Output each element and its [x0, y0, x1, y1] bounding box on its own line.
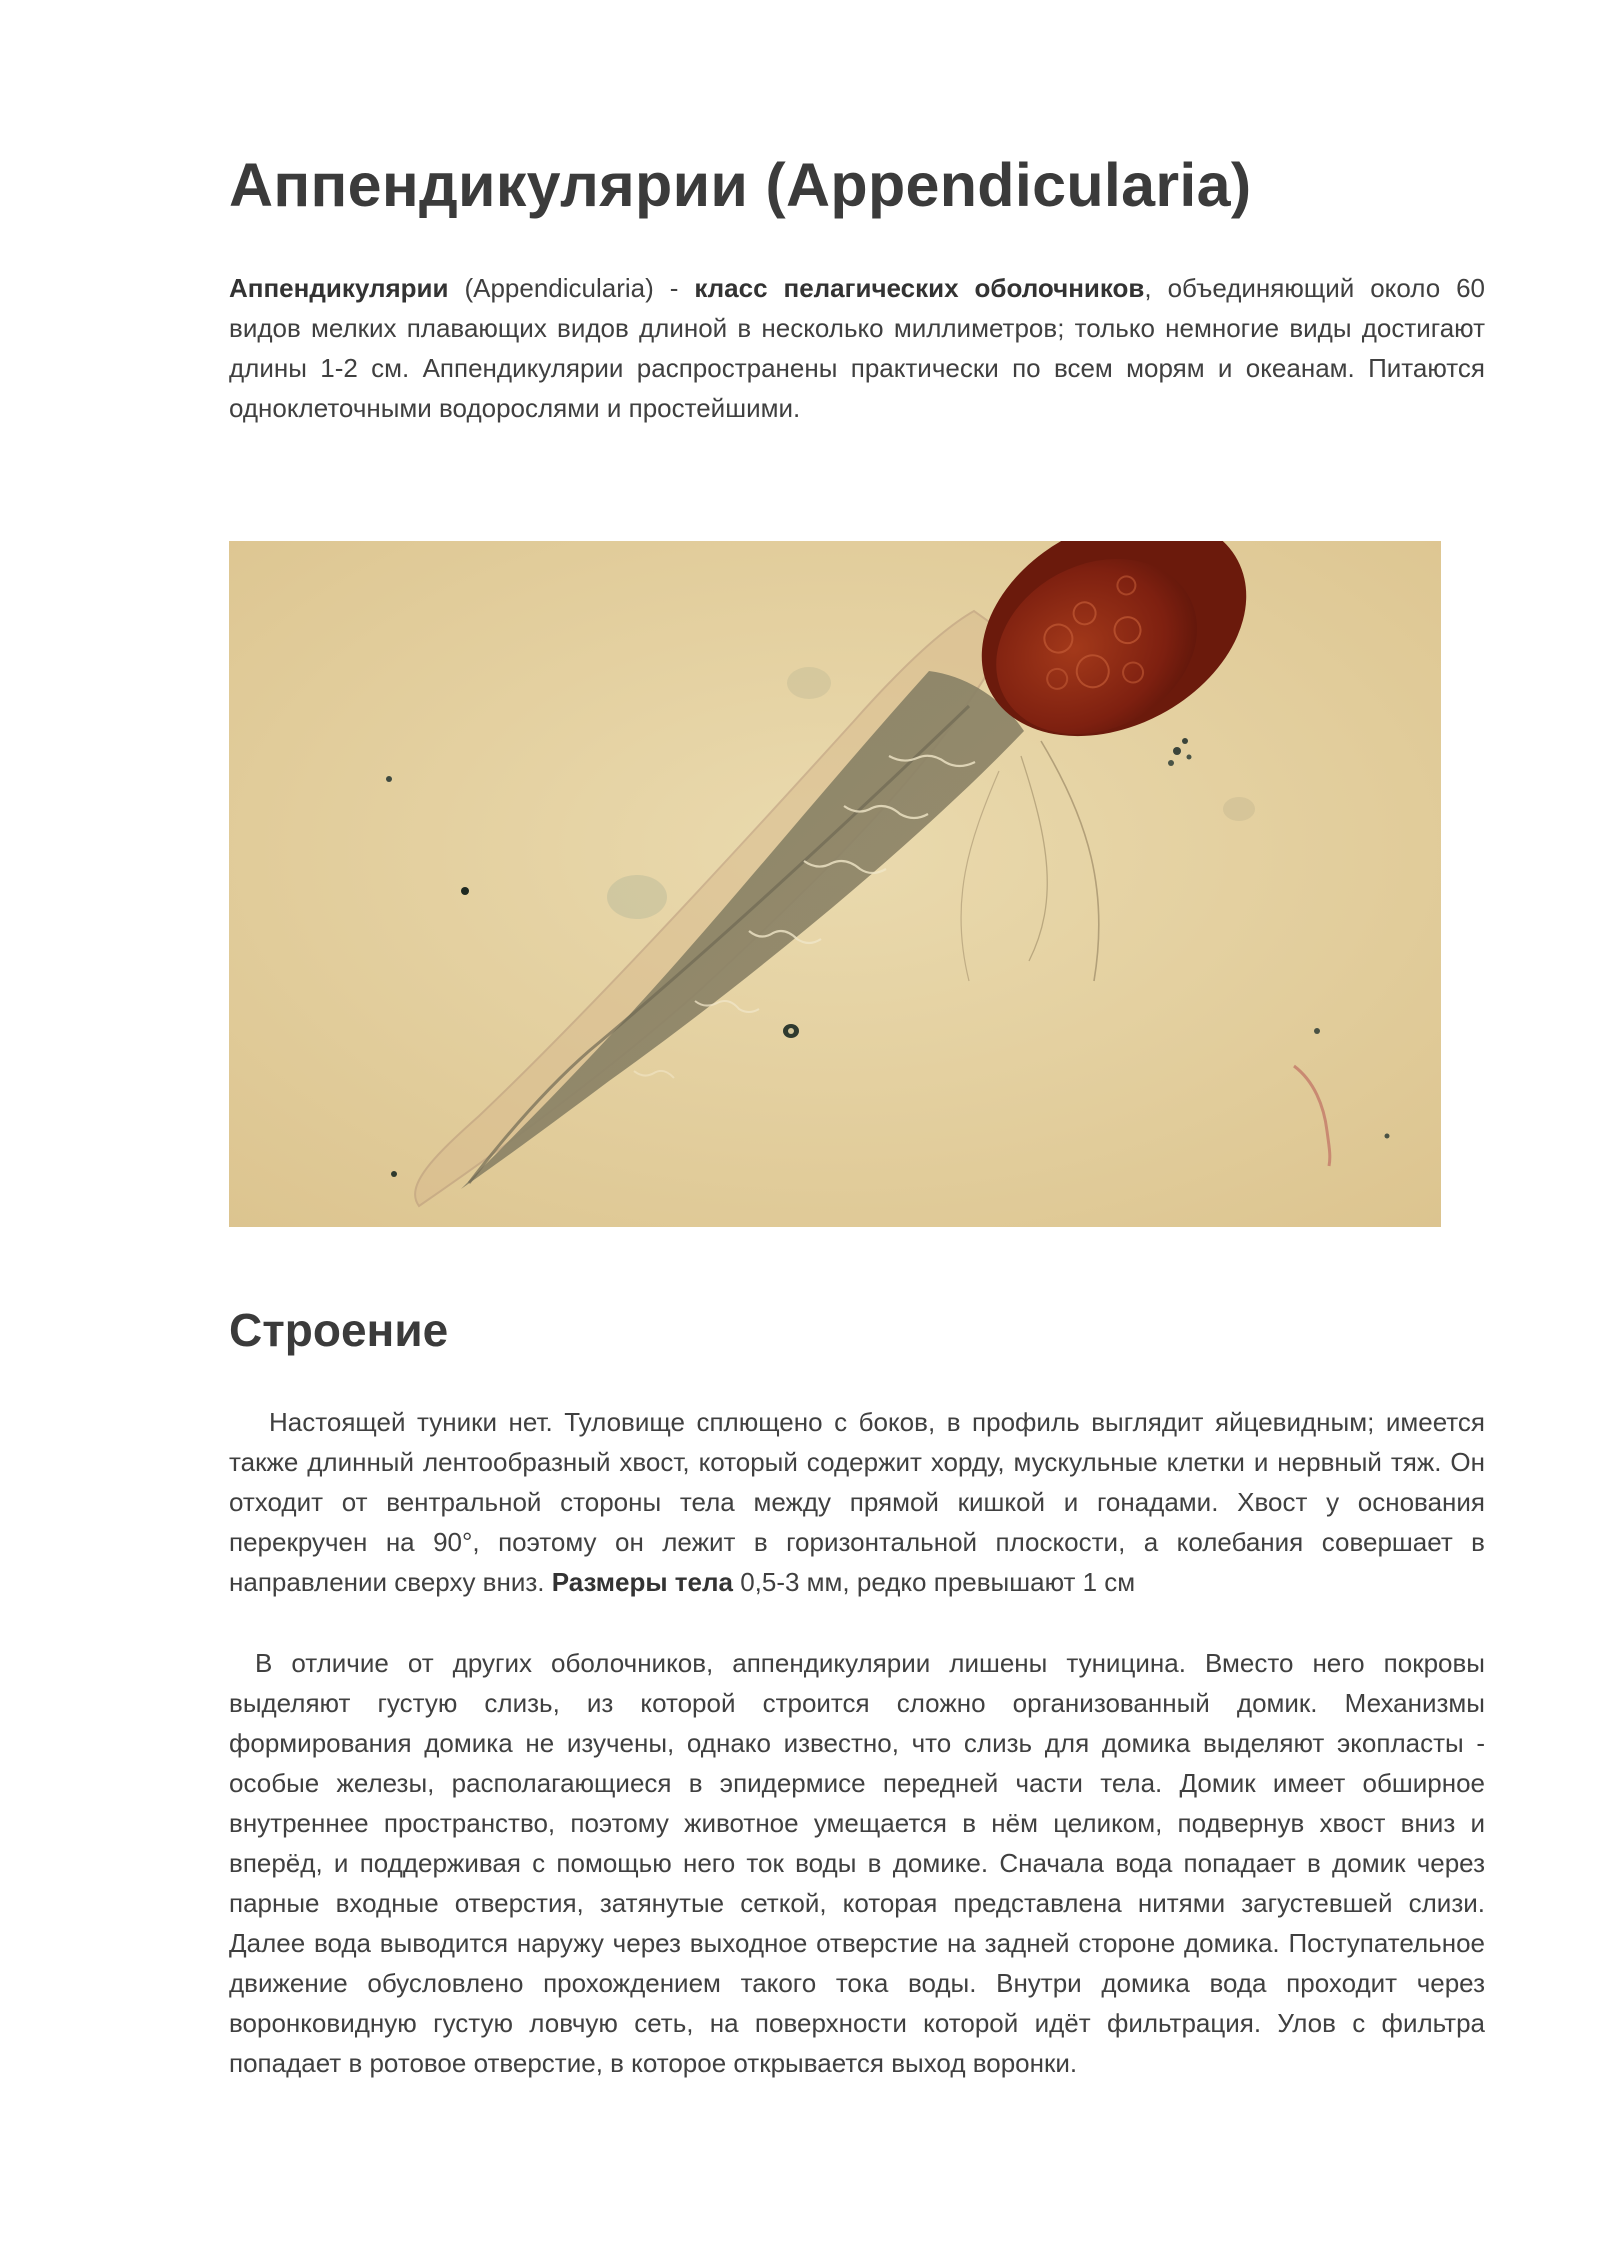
particle: [788, 1028, 794, 1034]
structure-p1-bold: Размеры тела: [551, 1567, 733, 1597]
blur-speck: [607, 875, 667, 919]
structure-p1-end: 0,5-3 мм, редко превышают 1 см: [732, 1567, 1136, 1597]
page-title: Аппендикулярии (Appendicularia): [229, 151, 1252, 219]
particle: [1385, 1134, 1390, 1139]
particle: [1314, 1028, 1320, 1034]
intro-term-latin: (Appendicularia) -: [448, 273, 695, 303]
blur-speck: [1223, 797, 1255, 821]
section-heading-structure: Строение: [229, 1304, 449, 1356]
particle: [461, 887, 469, 895]
intro-rest: , объединяющий около 60 видов мелких плавающих видов длиной в несколько миллиметров; только немногие виды достигают длины 1-2 см. Аппендикулярии распространены практически по всем морям и океанам. Питаются одноклеточными водорослями и простейшими.: [229, 273, 1486, 423]
blur-speck: [787, 667, 831, 699]
intro-term: Аппендикулярии: [229, 273, 449, 303]
appendicularia-illustration: [229, 541, 1441, 1227]
intro-class-phrase: класс пелагических оболочников: [694, 273, 1145, 303]
appendicularia-photo: [229, 541, 1441, 1227]
particle: [386, 776, 392, 782]
structure-p1-text: Настоящей туники нет. Туловище сплющено с боков, в профиль выглядит яйцевидным; имеется также длинный лентообразный хвост, который содержит хорду, мускульные клетки и нервный тяж. Он отходит от вентральной стороны тела между прямой кишкой и гонадами. Хвост у основания перекручен на 90°, поэтому он лежит в горизонтальной плоскости, а колебания совершает в направлении сверху вниз.: [229, 1407, 1485, 1597]
intro-paragraph: [229, 268, 1485, 428]
structure-paragraph-2: В отличие от других оболочников, аппендикулярии лишены туницина. Вместо него покровы выделяют густую слизь, из которой строится сложно организованный домик. Механизмы формирования домика не изучены, однако известно, что слизь для домика выделяют экопласты - особые железы, располагающиеся в эпидермисе передней части тела. Домик имеет обширное внутреннее пространство, поэтому животное умещается в нём целиком, подвернув хвост вниз и вперёд, и поддерживая с помощью него ток воды в домике. Сначала вода попадает в домик через парные входные отверстия, затянутые сеткой, которая представлена нитями загустевшей слизи. Далее вода выводится наружу через выходное отверстие на задней стороне домика. Поступательное движение обусловлено прохождением такого тока воды. Внутри домика вода проходит через воронковидную густую ловчую сеть, на поверхности которой идёт фильтрация. Улов с фильтра попадает в ротовое отверстие, в которое открывается выход воронки.: [229, 1648, 1485, 2078]
particle: [391, 1171, 397, 1177]
structure-paragraph-1: [229, 1402, 1485, 1602]
